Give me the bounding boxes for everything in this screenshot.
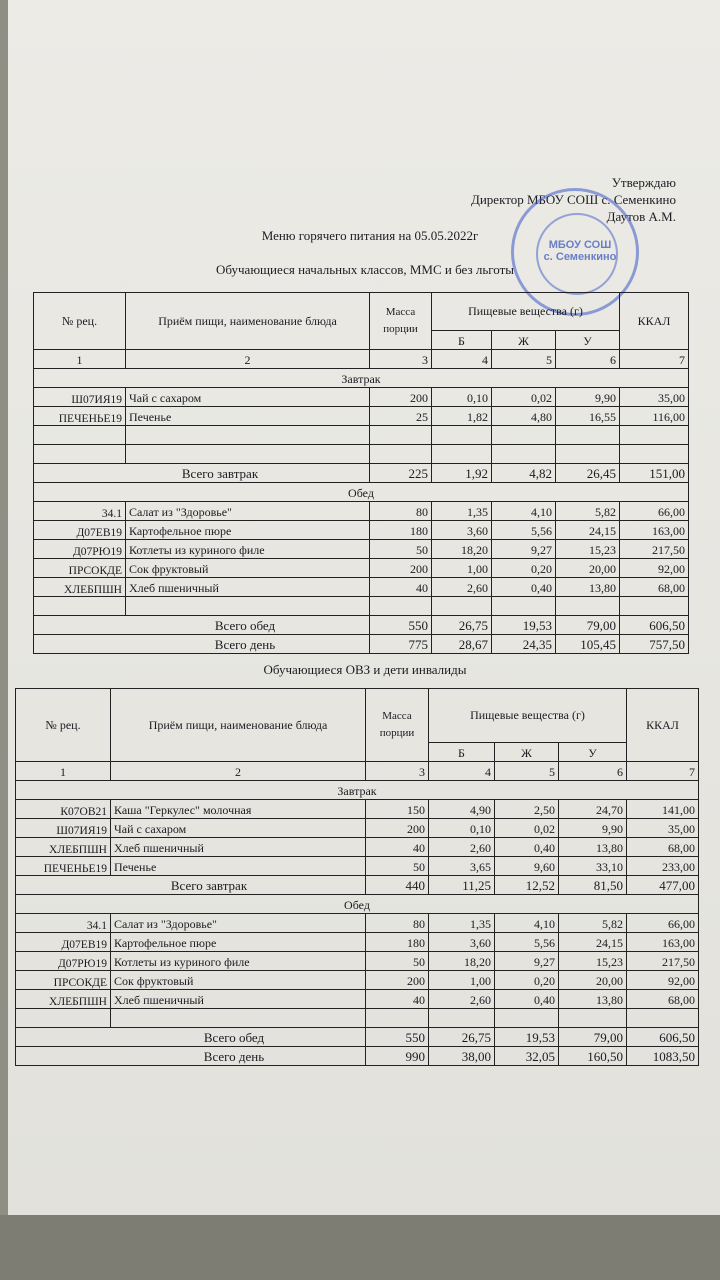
fat-value: 4,10 [492, 502, 556, 521]
protein-value: 0,10 [432, 388, 492, 407]
dish-name: Хлеб пшеничный [111, 990, 366, 1009]
total-carbs: 79,00 [559, 1028, 627, 1047]
total-fat: 24,35 [492, 635, 556, 654]
portion-mass: 40 [370, 578, 432, 597]
empty-cell [126, 597, 370, 616]
dish-row [34, 559, 689, 578]
total-fat: 19,53 [492, 616, 556, 635]
empty-cell [34, 445, 126, 464]
empty-cell [366, 1009, 429, 1028]
empty-cell [492, 597, 556, 616]
column-number: 7 [627, 762, 699, 781]
kcal-value: 66,00 [620, 502, 689, 521]
empty-cell [126, 426, 370, 445]
portion-mass: 200 [370, 559, 432, 578]
dish-row [34, 502, 689, 521]
page-title: Меню горячего питания на 05.05.2022г [261, 228, 479, 243]
total-fat: 4,82 [492, 464, 556, 483]
empty-cell [627, 1009, 699, 1028]
kcal-value: 66,00 [627, 914, 699, 933]
lunch-total-row [34, 616, 689, 635]
dish-name: Картофельное пюре [126, 521, 370, 540]
portion-mass: 80 [370, 502, 432, 521]
dish-row [16, 800, 699, 819]
day-total-row [34, 635, 689, 654]
portion-mass: 180 [370, 521, 432, 540]
dish-name: Каша "Геркулес" молочная [111, 800, 366, 819]
dish-row [34, 388, 689, 407]
kcal-value: 35,00 [620, 388, 689, 407]
column-number-row [16, 762, 699, 781]
column-number: 6 [556, 350, 620, 369]
protein-value: 1,82 [432, 407, 492, 426]
portion-mass: 25 [370, 407, 432, 426]
lunch-total-row [16, 1028, 699, 1047]
carbs-value: 20,00 [556, 559, 620, 578]
dish-name: Печенье [126, 407, 370, 426]
recipe-code: 34.1 [34, 502, 126, 521]
carbs-value: 24,15 [556, 521, 620, 540]
empty-cell [16, 1009, 111, 1028]
recipe-code: Д07РЮ19 [34, 540, 126, 559]
column-number: 1 [16, 762, 111, 781]
dish-name: Сок фруктовый [111, 971, 366, 990]
fat-value: 4,10 [495, 914, 559, 933]
portion-mass: 50 [366, 857, 429, 876]
day-total-row [16, 1047, 699, 1066]
empty-cell [556, 426, 620, 445]
protein-value: 2,60 [429, 990, 495, 1009]
header-recipe-number: № рец. [16, 689, 111, 762]
portion-mass: 50 [370, 540, 432, 559]
portion-mass: 200 [366, 819, 429, 838]
dish-name: Котлеты из куриного филе [126, 540, 370, 559]
kcal-value: 68,00 [620, 578, 689, 597]
carbs-value: 20,00 [559, 971, 627, 990]
fat-value: 9,27 [492, 540, 556, 559]
total-kcal: 151,00 [620, 464, 689, 483]
total-carbs: 79,00 [556, 616, 620, 635]
kcal-value: 141,00 [627, 800, 699, 819]
fat-value: 0,40 [495, 990, 559, 1009]
total-protein: 38,00 [429, 1047, 495, 1066]
total-mass: 550 [370, 616, 432, 635]
empty-row [34, 426, 689, 445]
dish-row [34, 578, 689, 597]
empty-cell [370, 597, 432, 616]
column-number: 1 [34, 350, 126, 369]
portion-mass: 150 [366, 800, 429, 819]
total-mass: 775 [370, 635, 432, 654]
recipe-code: ХЛЕБПШН [16, 838, 111, 857]
column-number: 5 [495, 762, 559, 781]
empty-cell [34, 597, 126, 616]
empty-cell [34, 426, 126, 445]
fat-value: 4,80 [492, 407, 556, 426]
total-label: Всего обед [34, 616, 370, 635]
kcal-value: 217,50 [627, 952, 699, 971]
portion-mass: 80 [366, 914, 429, 933]
empty-cell [111, 1009, 366, 1028]
total-protein: 1,92 [432, 464, 492, 483]
section-lunch: Обед [34, 483, 689, 502]
dish-name: Котлеты из куриного филе [111, 952, 366, 971]
kcal-value: 233,00 [627, 857, 699, 876]
breakfast-total-row [16, 876, 699, 895]
total-label: Всего обед [16, 1028, 366, 1047]
fat-value: 0,20 [492, 559, 556, 578]
section-breakfast: Завтрак [34, 369, 689, 388]
header-portion-mass: Масса порции [366, 689, 429, 762]
total-protein: 26,75 [429, 1028, 495, 1047]
total-fat: 19,53 [495, 1028, 559, 1047]
dish-row [16, 933, 699, 952]
recipe-code: Д07РЮ19 [16, 952, 111, 971]
total-carbs: 160,50 [559, 1047, 627, 1066]
carbs-value: 15,23 [559, 952, 627, 971]
header-fat: Ж [492, 331, 556, 350]
dish-row [16, 952, 699, 971]
approval-line-1: Утверждаю [611, 175, 676, 190]
kcal-value: 163,00 [620, 521, 689, 540]
column-number: 2 [126, 350, 370, 369]
recipe-code: Ш07ИЯ19 [16, 819, 111, 838]
protein-value: 18,20 [429, 952, 495, 971]
dish-row [34, 540, 689, 559]
portion-mass: 180 [366, 933, 429, 952]
header-dish-name: Приём пищи, наименование блюда [126, 293, 370, 350]
kcal-value: 217,50 [620, 540, 689, 559]
header-carbs: У [559, 743, 627, 762]
header-dish-name: Приём пищи, наименование блюда [111, 689, 366, 762]
protein-value: 4,90 [429, 800, 495, 819]
column-number: 3 [366, 762, 429, 781]
empty-cell [492, 426, 556, 445]
column-number: 5 [492, 350, 556, 369]
fat-value: 0,40 [495, 838, 559, 857]
empty-cell [370, 445, 432, 464]
fat-value: 9,27 [495, 952, 559, 971]
kcal-value: 68,00 [627, 990, 699, 1009]
carbs-value: 16,55 [556, 407, 620, 426]
carbs-value: 9,90 [556, 388, 620, 407]
total-kcal: 1083,50 [627, 1047, 699, 1066]
total-kcal: 757,50 [620, 635, 689, 654]
fat-value: 0,40 [492, 578, 556, 597]
dish-name: Хлеб пшеничный [126, 578, 370, 597]
carbs-value: 15,23 [556, 540, 620, 559]
fat-value: 2,50 [495, 800, 559, 819]
carbs-value: 5,82 [556, 502, 620, 521]
header-nutrients: Пищевые вещества (г) [429, 689, 627, 743]
total-fat: 12,52 [495, 876, 559, 895]
menu-table-primary [33, 292, 689, 654]
header-portion-mass: Масса порции [370, 293, 432, 350]
total-carbs: 105,45 [556, 635, 620, 654]
table1-caption: Обучающиеся начальных классов, ММС и без льготы [216, 262, 514, 277]
carbs-value: 33,10 [559, 857, 627, 876]
section-breakfast: Завтрак [16, 781, 699, 800]
total-kcal: 477,00 [627, 876, 699, 895]
recipe-code: ХЛЕБПШН [34, 578, 126, 597]
total-fat: 32,05 [495, 1047, 559, 1066]
table2-caption: Обучающиеся ОВЗ и дети инвалиды [263, 662, 467, 677]
carbs-value: 5,82 [559, 914, 627, 933]
empty-row [34, 597, 689, 616]
portion-mass: 40 [366, 838, 429, 857]
column-number: 2 [111, 762, 366, 781]
fat-value: 5,56 [492, 521, 556, 540]
portion-mass: 200 [366, 971, 429, 990]
dish-row [16, 819, 699, 838]
empty-cell [559, 1009, 627, 1028]
section-lunch: Обед [16, 895, 699, 914]
header-kcal: ККАЛ [627, 689, 699, 762]
recipe-code: ХЛЕБПШН [16, 990, 111, 1009]
dish-name: Сок фруктовый [126, 559, 370, 578]
total-mass: 440 [366, 876, 429, 895]
portion-mass: 50 [366, 952, 429, 971]
column-number: 3 [370, 350, 432, 369]
portion-mass: 200 [370, 388, 432, 407]
recipe-code: ПЕЧЕНЬЕ19 [16, 857, 111, 876]
total-carbs: 81,50 [559, 876, 627, 895]
total-label: Всего день [34, 635, 370, 654]
empty-cell [432, 445, 492, 464]
header-kcal: ККАЛ [620, 293, 689, 350]
menu-table-special-needs [15, 688, 699, 1066]
total-mass: 990 [366, 1047, 429, 1066]
protein-value: 1,35 [429, 914, 495, 933]
recipe-code: К07ОВ21 [16, 800, 111, 819]
kcal-value: 68,00 [627, 838, 699, 857]
header-carbs: У [556, 331, 620, 350]
empty-cell [556, 597, 620, 616]
recipe-code: 34.1 [16, 914, 111, 933]
column-number: 6 [559, 762, 627, 781]
dish-name: Картофельное пюре [111, 933, 366, 952]
dish-row [16, 971, 699, 990]
empty-cell [126, 445, 370, 464]
protein-value: 18,20 [432, 540, 492, 559]
kcal-value: 35,00 [627, 819, 699, 838]
dish-name: Хлеб пшеничный [111, 838, 366, 857]
total-carbs: 26,45 [556, 464, 620, 483]
breakfast-total-row [34, 464, 689, 483]
carbs-value: 24,70 [559, 800, 627, 819]
dish-row [16, 990, 699, 1009]
empty-cell [620, 426, 689, 445]
approval-line-3: Даутов А.М. [606, 209, 676, 224]
recipe-code: Д07ЕВ19 [34, 521, 126, 540]
recipe-code: Д07ЕВ19 [16, 933, 111, 952]
protein-value: 1,00 [429, 971, 495, 990]
empty-cell [620, 445, 689, 464]
recipe-code: ПЕЧЕНЬЕ19 [34, 407, 126, 426]
fat-value: 0,02 [495, 819, 559, 838]
column-number: 4 [429, 762, 495, 781]
dish-name: Чай с сахаром [126, 388, 370, 407]
total-label: Всего день [16, 1047, 366, 1066]
carbs-value: 13,80 [559, 990, 627, 1009]
carbs-value: 13,80 [556, 578, 620, 597]
kcal-value: 163,00 [627, 933, 699, 952]
total-protein: 28,67 [432, 635, 492, 654]
total-kcal: 606,50 [620, 616, 689, 635]
empty-row [34, 445, 689, 464]
total-protein: 11,25 [429, 876, 495, 895]
total-mass: 550 [366, 1028, 429, 1047]
dish-row [34, 521, 689, 540]
dish-name: Салат из "Здоровье" [111, 914, 366, 933]
empty-row [16, 1009, 699, 1028]
total-kcal: 606,50 [627, 1028, 699, 1047]
header-recipe-number: № рец. [34, 293, 126, 350]
total-mass: 225 [370, 464, 432, 483]
protein-value: 3,60 [432, 521, 492, 540]
header-protein: Б [432, 331, 492, 350]
header-nutrients: Пищевые вещества (г) [432, 293, 620, 331]
protein-value: 3,60 [429, 933, 495, 952]
dish-row [16, 857, 699, 876]
total-protein: 26,75 [432, 616, 492, 635]
carbs-value: 9,90 [559, 819, 627, 838]
dish-name: Салат из "Здоровье" [126, 502, 370, 521]
empty-cell [432, 426, 492, 445]
protein-value: 2,60 [429, 838, 495, 857]
header-fat: Ж [495, 743, 559, 762]
carbs-value: 13,80 [559, 838, 627, 857]
protein-value: 1,00 [432, 559, 492, 578]
empty-cell [370, 426, 432, 445]
stamp-text: МБОУ СОШ с. Семенкино [543, 239, 617, 263]
empty-cell [495, 1009, 559, 1028]
empty-cell [620, 597, 689, 616]
empty-cell [492, 445, 556, 464]
dish-name: Печенье [111, 857, 366, 876]
portion-mass: 40 [366, 990, 429, 1009]
column-number-row [34, 350, 689, 369]
kcal-value: 92,00 [627, 971, 699, 990]
approval-line-2: Директор МБОУ СОШ с. Семенкино [470, 192, 676, 207]
empty-cell [429, 1009, 495, 1028]
protein-value: 0,10 [429, 819, 495, 838]
background-surface [0, 1215, 720, 1280]
fat-value: 0,20 [495, 971, 559, 990]
protein-value: 1,35 [432, 502, 492, 521]
fat-value: 0,02 [492, 388, 556, 407]
total-label: Всего завтрак [16, 876, 366, 895]
total-label: Всего завтрак [34, 464, 370, 483]
header-protein: Б [429, 743, 495, 762]
empty-cell [556, 445, 620, 464]
fat-value: 9,60 [495, 857, 559, 876]
recipe-code: ПРСОКДЕ [34, 559, 126, 578]
protein-value: 3,65 [429, 857, 495, 876]
dish-row [34, 407, 689, 426]
column-number: 4 [432, 350, 492, 369]
carbs-value: 24,15 [559, 933, 627, 952]
fat-value: 5,56 [495, 933, 559, 952]
dish-row [16, 838, 699, 857]
dish-name: Чай с сахаром [111, 819, 366, 838]
kcal-value: 116,00 [620, 407, 689, 426]
recipe-code: ПРСОКДЕ [16, 971, 111, 990]
dish-row [16, 914, 699, 933]
kcal-value: 92,00 [620, 559, 689, 578]
empty-cell [432, 597, 492, 616]
recipe-code: Ш07ИЯ19 [34, 388, 126, 407]
column-number: 7 [620, 350, 689, 369]
protein-value: 2,60 [432, 578, 492, 597]
